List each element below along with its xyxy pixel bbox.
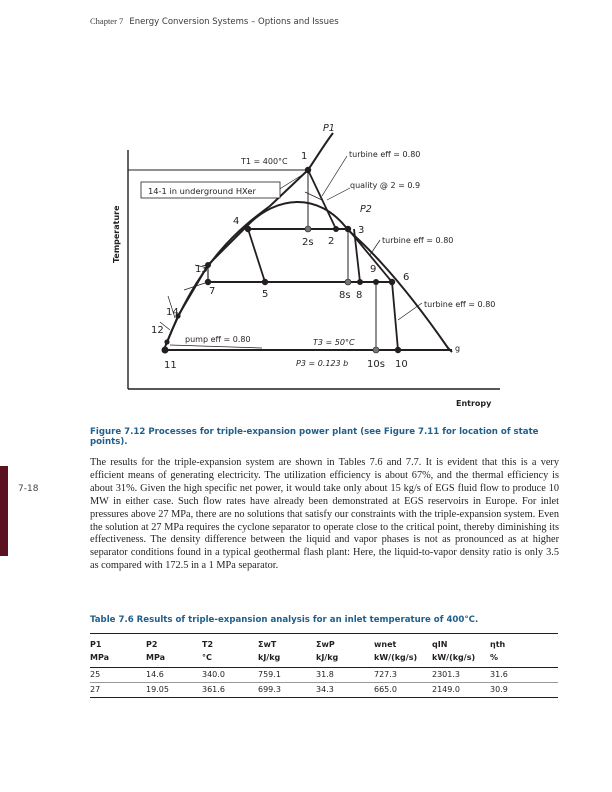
unit-t2: °C [202,651,258,668]
p1-label: P1 [323,123,335,134]
state-g-label: g [455,344,461,353]
state-11-label: 11 [164,360,177,371]
table-cell: 340.0 [202,668,258,683]
side-tab [0,466,8,556]
unit-qin: kW/(kg/s) [432,651,490,668]
state-3-label: 3 [358,225,365,236]
state-5-dot [262,279,268,285]
y-axis-label: Temperature [112,205,121,263]
header-wnet: wnet [374,634,432,652]
table-cell: 25 [90,668,146,683]
table-header-symbols [90,634,558,652]
unit-p1: MPa [90,651,146,668]
state-6-dot [389,279,395,285]
table-cell: 699.3 [258,683,316,698]
state-4-dot [245,226,251,232]
table-cell: 19.05 [146,683,202,698]
p2-label: P2 [360,204,372,215]
turbine1-label: turbine eff = 0.80 [349,150,421,159]
x-axis-label: Entropy [456,399,492,408]
t1-label: T1 = 400°C [241,157,288,166]
page-number: 7-18 [18,484,39,494]
state-10-label: 10 [395,359,408,370]
table-cell: 30.9 [490,683,558,698]
pump-label: pump eff = 0.80 [185,335,251,344]
state-9-dot [373,279,379,285]
state-7-label: 7 [209,286,216,297]
table-cell: 727.3 [374,668,432,683]
state-2s-label: 2s [302,237,314,248]
table-row [90,668,558,683]
state-10s-dot [373,347,379,353]
table-cell: 31.6 [490,668,558,683]
results-table [90,633,558,698]
state-6-label: 6 [403,272,410,283]
table-cell: 31.8 [316,668,374,683]
header-p1: P1 [90,634,146,652]
state-8s-dot [345,279,351,285]
state-8s-label: 8s [339,290,351,301]
turbine2-label: turbine eff = 0.80 [382,236,454,245]
header-sum-wt: ΣwT [258,634,316,652]
table-cell: 759.1 [258,668,316,683]
state-12-dot [164,339,169,344]
table-cell: 14.6 [146,668,202,683]
table-cell: 361.6 [202,683,258,698]
table-cell: 665.0 [374,683,432,698]
state-2-dot [333,226,339,232]
state-1-label: 1 [301,151,308,162]
table-row [90,683,558,698]
state-5-label: 5 [262,289,269,300]
state-8-label: 8 [356,290,363,301]
chapter-label: Chapter 7 [90,16,124,26]
table-caption: Table 7.6 Results of triple-expansion analysis for an inlet temperature of 400°C. [90,615,479,625]
unit-p2: MPa [146,651,202,668]
table-cell: 2149.0 [432,683,490,698]
unit-sum-wp: kJ/kg [316,651,374,668]
state-2-label: 2 [328,236,335,247]
state-13-label: 13 [195,264,208,275]
state-10s-label: 10s [367,359,385,370]
state-14-label: 14 [166,307,179,318]
state-11-dot [162,347,169,354]
turbine3-expansion [392,282,398,350]
header-p2: P2 [146,634,202,652]
table-header-units [90,651,558,668]
header-eta: ηth [490,634,558,652]
turbine3-label: turbine eff = 0.80 [424,300,496,309]
state-4-label: 4 [233,216,240,227]
header-t2: T2 [202,634,258,652]
state-9-label: 9 [370,264,377,275]
unit-sum-wt: kJ/kg [258,651,316,668]
throttle-4-5 [248,229,265,282]
turbine1-expansion [308,170,336,229]
table-cell: 34.3 [316,683,374,698]
unit-wnet: kW/(kg/s) [374,651,432,668]
state-10-dot [395,347,401,353]
state-2s-dot [305,226,311,232]
table-cell: 2301.3 [432,668,490,683]
state-8-dot [357,279,363,285]
state-12-label: 12 [151,325,164,336]
chapter-title: Energy Conversion Systems – Options and Issues [129,17,339,27]
state-1-dot [305,167,311,173]
p3-label: P3 = 0.123 b [296,359,349,368]
figure-caption: Figure 7.12 Processes for triple-expansion power plant (see Figure 7.11 for location of state points). [90,427,539,447]
header-sum-wp: ΣwP [316,634,374,652]
quality-label: quality @ 2 = 0.9 [350,181,421,190]
state-3-dot [345,226,351,232]
unit-eta: % [490,651,558,668]
hxer-label: 14-1 in underground HXer [148,186,256,196]
t3-label: T3 = 50°C [313,338,355,347]
header-qin: qIN [432,634,490,652]
body-paragraph: The results for the triple-expansion system are shown in Tables 7.6 and 7.7. It is evident that this is a very efficient means of generating electricity. The utilization efficiency is about 67%, and the thermal efficiency is about 31%. Given the high specific net power, it would take only about 15 kg/s of EGS fluid flow to produce 10 MW in either case. Such flow rates have already been demonstrated at EGS reservoirs in Europe. For inlet pressures above 27 MPa, there are no solutions that satisfy our constraints with the triple-expansion system. Even the solution at 27 MPa requires the cyclone separator to operate close to the critical point, thereby diminishing its effectiveness. The density difference between the liquid and vapor phases is not as pronounced as at higher separator conditions found in a typical geothermal flash plant: Here, the liquid-to-vapor density ratio is only 3.5 as compared with 172.5 in a 1 MPa separator. [90,457,559,572]
table-cell: 27 [90,683,146,698]
state-7-dot [205,279,211,285]
